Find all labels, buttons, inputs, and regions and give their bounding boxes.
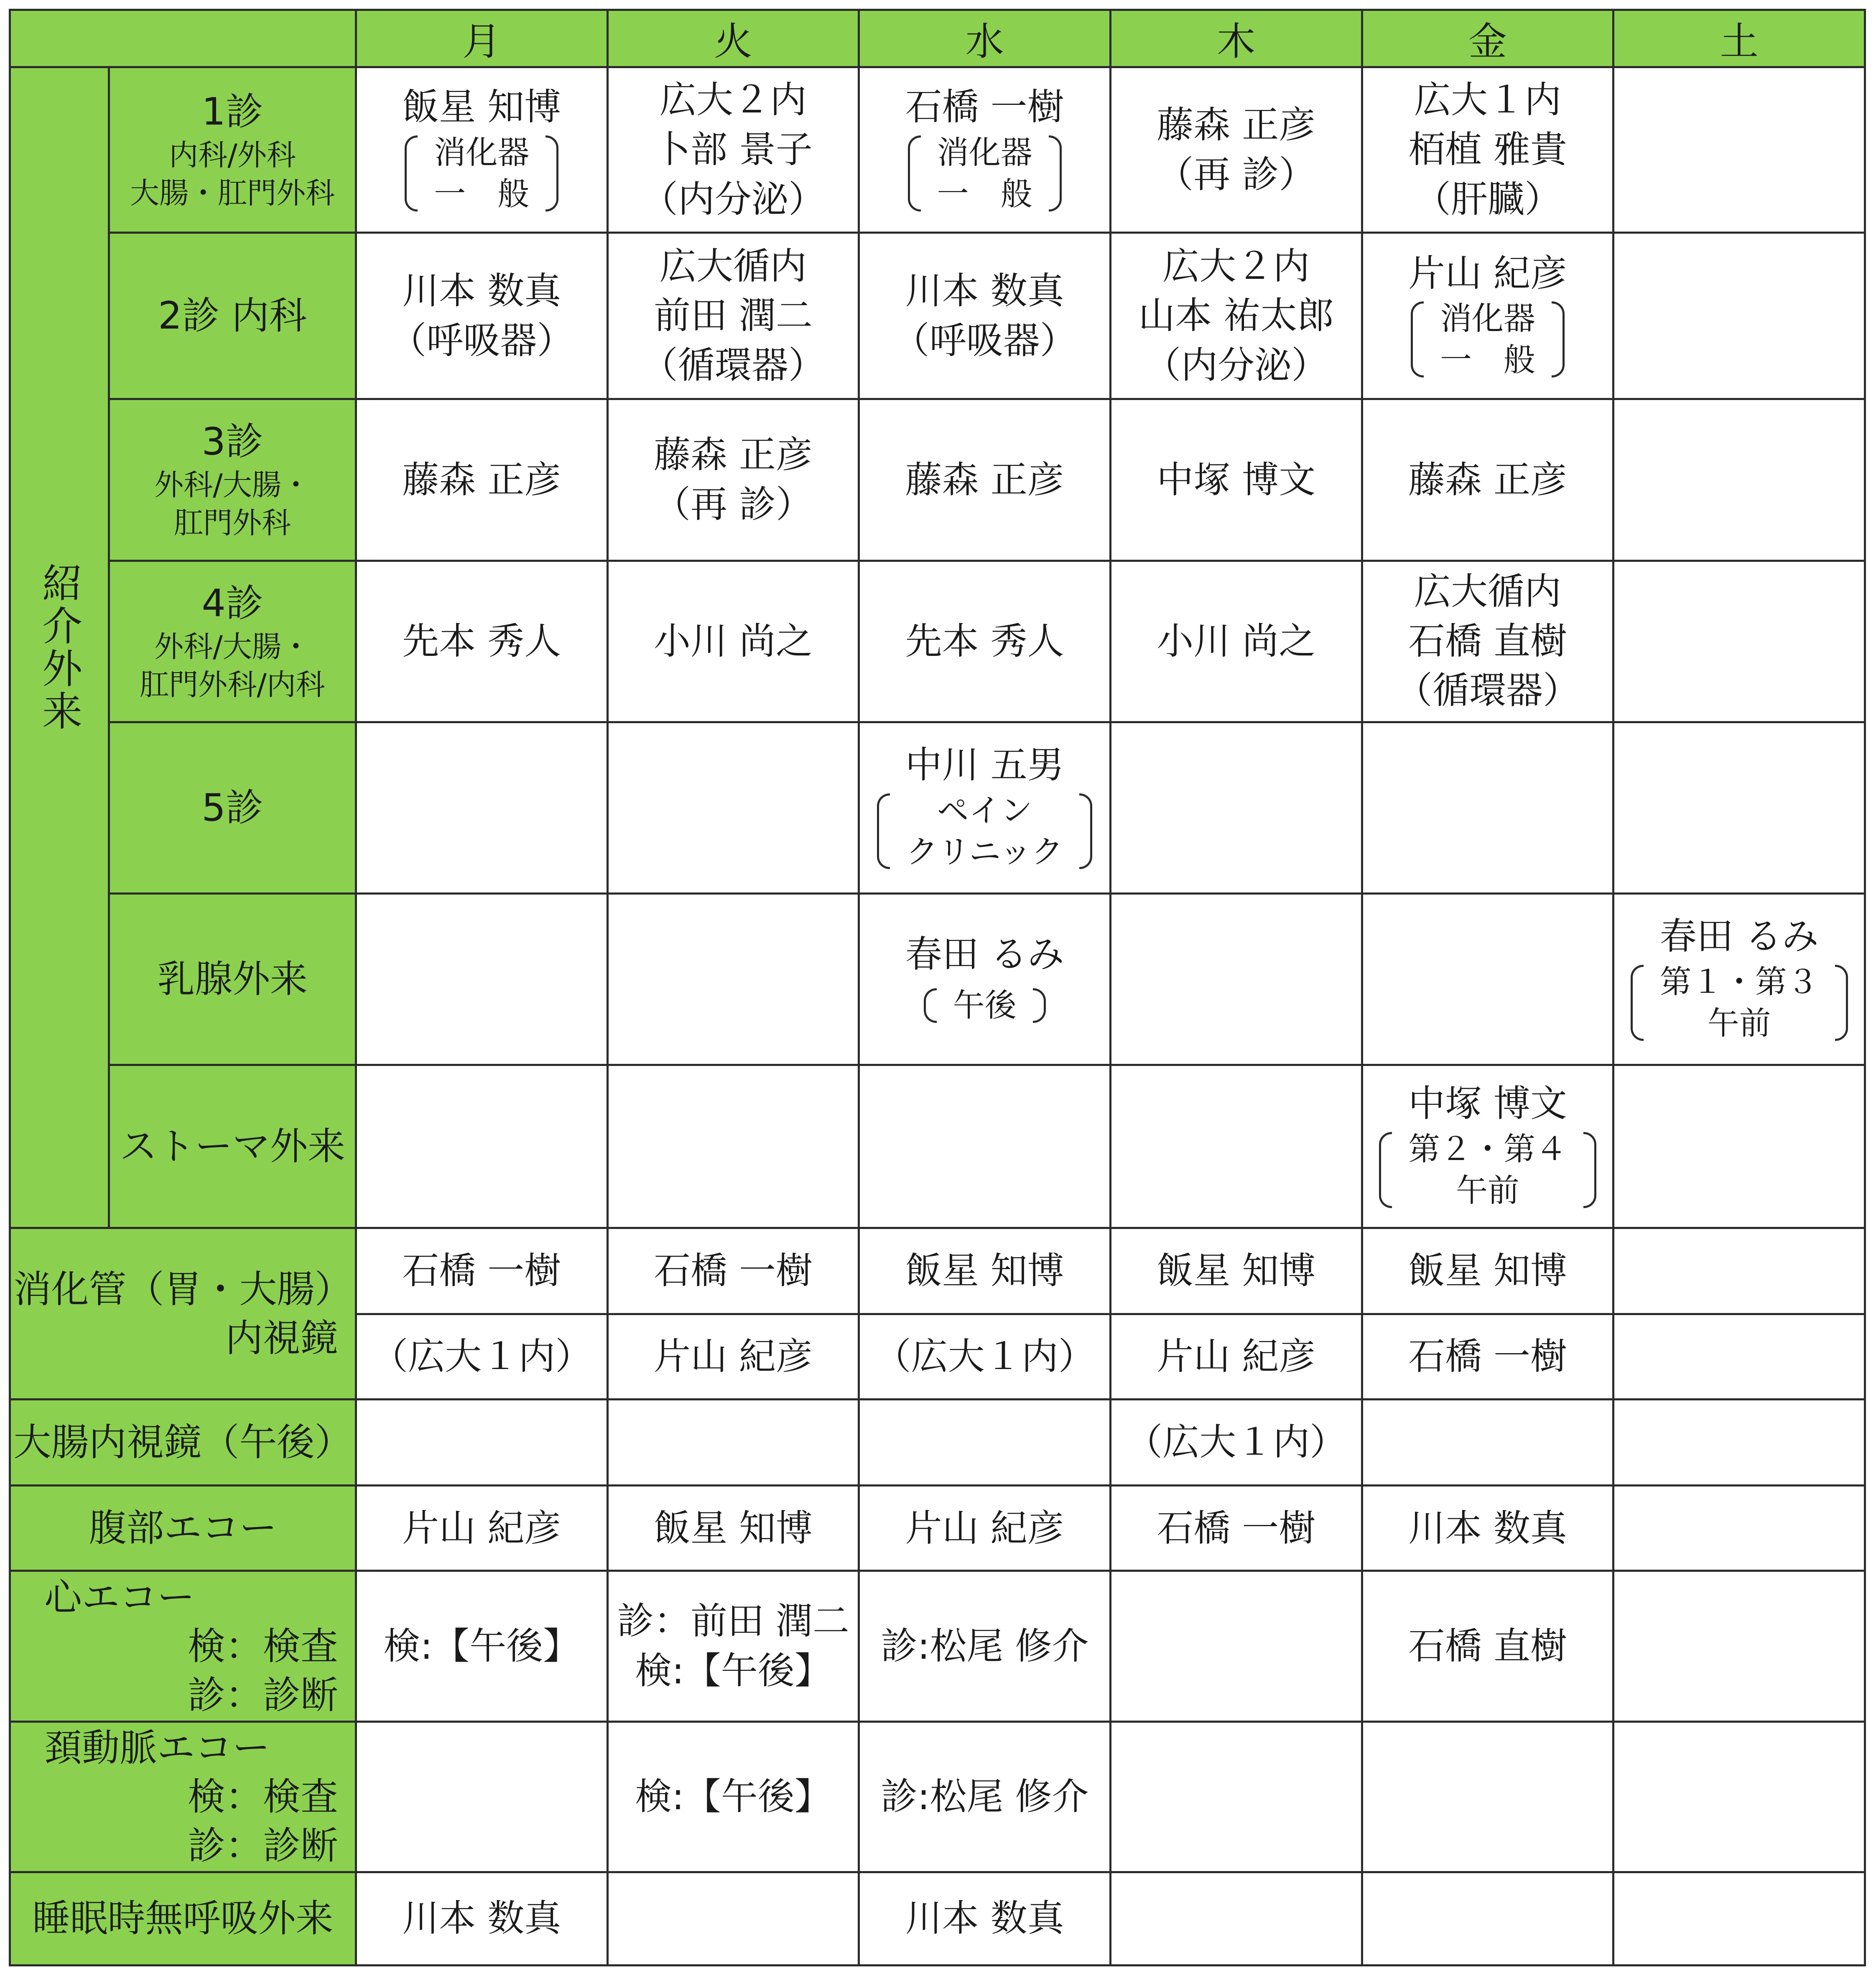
schedule-cell-breast-thu [1110, 893, 1362, 1065]
cell-stoma-fri-bracket-note [1379, 1129, 1596, 1211]
row-label-heart-echo [10, 1571, 356, 1721]
schedule-cell-r3-mon [356, 399, 607, 561]
colon-endoscopy-pm-row [10, 1400, 1865, 1486]
row-label-r1-line-2: 内科/外科 [169, 138, 296, 173]
schedule-cell-r5-mon [356, 722, 607, 893]
schedule-cell-r1-tue [607, 67, 859, 233]
schedule-cell-r4-thu [1110, 561, 1362, 722]
heart-echo-wed-line-1: 診:松尾 修介 [880, 1624, 1089, 1667]
cell-r4-fri-line-2: 石橋 直樹 [1408, 619, 1567, 663]
schedule-cell-r3-thu [1110, 399, 1362, 561]
schedule-cell-stoma-mon [356, 1065, 607, 1228]
schedule-cell-r2-wed [859, 233, 1111, 399]
schedule-cell-stoma-wed [859, 1065, 1111, 1228]
clinic-row-2 [10, 233, 1865, 399]
heart-echo-mon [356, 1571, 607, 1721]
cell-r4-tue-line-1: 小川 尚之 [653, 619, 813, 663]
cell-breast-sat-bracket-note [1631, 961, 1848, 1044]
row-label-r3-line-3: 肛門外科 [174, 506, 291, 541]
cell-r1-wed-bracket-note [908, 132, 1062, 215]
cell-r1-fri-line-1: 広大１内 [1414, 78, 1561, 122]
schedule-cell-r3-sat [1613, 399, 1865, 561]
schedule-cell-r5-wed [859, 722, 1111, 893]
sleep-apnea-tue [607, 1872, 859, 1965]
endoscopy-b-sat [1613, 1314, 1865, 1400]
carotid-echo-label-legend-exam: 検：検査 [187, 1775, 338, 1819]
cell-r1-tue-line-2: 卜部 景子 [653, 128, 813, 171]
referral-outpatient-label [10, 67, 109, 1228]
cell-r2-mon-line-2: （呼吸器） [390, 319, 574, 362]
colon-pm-mon [356, 1400, 607, 1486]
schedule-cell-stoma-sat [1613, 1065, 1865, 1228]
cell-stoma-fri-bracket-line-2: 午前 [1455, 1171, 1519, 1209]
cell-r1-thu-line-1: 藤森 正彦 [1157, 103, 1316, 146]
row-label-r1-line-3: 大腸・肛門外科 [130, 176, 335, 211]
cell-breast-sat-bracket-line-2: 午前 [1707, 1004, 1771, 1042]
cell-stoma-fri-line-1: 中塚 博文 [1408, 1082, 1567, 1125]
cell-breast-sat-bracket-line-1: 第１・第３ [1659, 963, 1819, 1001]
row-label-r4-line-2: 外科/大腸・ [154, 629, 311, 664]
cell-r1-thu-line-2: （再 診） [1157, 153, 1316, 196]
endoscopy-a-sat [1613, 1228, 1865, 1314]
cell-r1-tue-line-1: 広大２内 [659, 78, 807, 122]
cell-stoma-fri-bracket-line-1: 第２・第４ [1408, 1130, 1567, 1168]
heart-echo-fri-line-1: 石橋 直樹 [1408, 1624, 1567, 1667]
endoscopy-b-tue: 片山 紀彦 [607, 1314, 859, 1400]
endoscopy-a-wed: 飯星 知博 [859, 1228, 1111, 1314]
carotid-echo-label-legend-diagnosis: 診：診断 [187, 1823, 338, 1868]
cell-r2-fri-bracket-line-2: 一 般 [1440, 341, 1535, 379]
heart-echo-label-title: 心エコー [44, 1575, 195, 1619]
day-header-mon: 月 [356, 10, 607, 67]
cell-breast-wed-bracket-line-1: 午後 [953, 987, 1017, 1024]
cell-r3-tue-line-2: （再 診） [653, 482, 813, 526]
row-label-r1-line-1: 1診 [201, 90, 263, 134]
schedule-cell-r1-wed [859, 67, 1111, 233]
schedule-cell-r2-mon [356, 233, 607, 399]
clinic-row-1 [10, 67, 1865, 233]
cell-r1-wed-bracket-line-2: 一 般 [937, 175, 1032, 213]
row-label-stoma-line-1: ストーマ外来 [120, 1124, 346, 1169]
schedule-cell-r1-fri [1362, 67, 1613, 233]
cell-r2-mon-line-1: 川本 数真 [402, 269, 561, 312]
clinic-row-4 [10, 561, 1865, 722]
row-label-clinic-5 [109, 722, 356, 893]
sleep-apnea-fri [1362, 1872, 1613, 1965]
sleep-apnea-mon: 川本 数真 [356, 1872, 607, 1965]
row-label-colon-endoscopy-pm: 大腸内視鏡（午後） [10, 1400, 356, 1486]
carotid-echo-label-title: 頚動脈エコー [44, 1726, 270, 1770]
abdominal-echo-mon: 片山 紀彦 [356, 1486, 607, 1571]
cell-r2-tue-line-3: （循環器） [641, 344, 825, 387]
schedule-cell-r4-tue [607, 561, 859, 722]
day-header-tue: 火 [607, 10, 859, 67]
cell-r5-wed-bracket-note [877, 790, 1092, 873]
clinic-row-3 [10, 399, 1865, 561]
schedule-cell-r5-thu [1110, 722, 1362, 893]
sleep-apnea-sat [1613, 1872, 1865, 1965]
heart-echo-row [10, 1571, 1865, 1721]
cell-r1-fri-line-3: （肝臓） [1414, 178, 1561, 221]
cell-r1-mon-line-1: 飯星 知博 [402, 85, 561, 129]
cell-r1-wed-line-1: 石橋 一樹 [905, 85, 1064, 129]
cell-r3-wed-line-1: 藤森 正彦 [905, 458, 1064, 501]
cell-r4-mon-line-1: 先本 秀人 [402, 619, 561, 663]
abdominal-echo-tue: 飯星 知博 [607, 1486, 859, 1571]
row-label-clinic-4 [109, 561, 356, 722]
abdominal-echo-wed: 片山 紀彦 [859, 1486, 1111, 1571]
row-label-breast-line-1: 乳腺外来 [157, 957, 308, 1001]
row-label-r4-line-1: 4診 [201, 581, 263, 625]
endoscopy-label-line-2: 内視鏡 [225, 1316, 338, 1360]
schedule-cell-r3-fri [1362, 399, 1613, 561]
row-label-stoma-clinic [109, 1065, 356, 1228]
row-label-r4-line-3: 肛門外科/内科 [140, 667, 325, 702]
cell-r5-wed-bracket-line-1: ペイン [937, 791, 1032, 829]
schedule-cell-r1-mon [356, 67, 607, 233]
row-label-r2-line-1: 2診 内科 [158, 294, 307, 338]
sleep-apnea-wed: 川本 数真 [859, 1872, 1111, 1965]
carotid-echo-tue-line-1: 検:【午後】 [635, 1775, 831, 1818]
schedule-cell-r2-tue [607, 233, 859, 399]
schedule-cell-r2-fri [1362, 233, 1613, 399]
cell-r2-fri-line-1: 片山 紀彦 [1408, 251, 1567, 295]
cell-r2-wed-line-1: 川本 数真 [905, 269, 1064, 312]
colon-pm-wed [859, 1400, 1111, 1486]
row-label-carotid-echo [10, 1721, 356, 1872]
cell-r2-thu-line-2: 山本 祐太郎 [1138, 294, 1334, 337]
heart-echo-tue-line-2: 検:【午後】 [635, 1649, 831, 1693]
endoscopy-a-fri: 飯星 知博 [1362, 1228, 1613, 1314]
cell-r2-fri-bracket-note [1411, 298, 1565, 381]
colon-pm-fri [1362, 1400, 1613, 1486]
schedule-cell-r3-wed [859, 399, 1111, 561]
heart-echo-wed [859, 1571, 1111, 1721]
schedule-cell-r4-wed [859, 561, 1111, 722]
carotid-echo-wed-line-1: 診:松尾 修介 [880, 1775, 1089, 1818]
heart-echo-label-legend-exam: 検：検査 [187, 1624, 338, 1668]
endoscopy-b-wed: （広大１内） [859, 1314, 1111, 1400]
schedule-cell-r1-thu [1110, 67, 1362, 233]
referral-outpatient-text: 紹介外来 [36, 562, 83, 733]
schedule-cell-breast-sat [1613, 893, 1865, 1065]
row-label-r5-line-1: 5診 [201, 785, 263, 830]
heart-echo-label-legend-diagnosis: 診：診断 [187, 1673, 338, 1717]
cell-r5-wed-bracket-line-2: クリニック [906, 833, 1063, 870]
cell-r1-fri-line-2: 栢植 雅貴 [1408, 128, 1567, 171]
row-label-endoscopy [10, 1228, 356, 1400]
row-label-breast-clinic [109, 893, 356, 1065]
cell-r5-wed-line-1: 中川 五男 [905, 743, 1064, 787]
cell-r2-thu-line-1: 広大２内 [1162, 244, 1310, 288]
row-label-sleep-apnea: 睡眠時無呼吸外来 [10, 1872, 356, 1965]
endoscopy-a-tue: 石橋 一樹 [607, 1228, 859, 1314]
schedule-cell-r4-sat [1613, 561, 1865, 722]
carotid-echo-mon [356, 1721, 607, 1872]
endoscopy-a-thu: 飯星 知博 [1110, 1228, 1362, 1314]
cell-r3-tue-line-1: 藤森 正彦 [653, 433, 813, 477]
outpatient-schedule-table [9, 9, 1866, 1966]
cell-r3-fri-line-1: 藤森 正彦 [1408, 458, 1567, 501]
cell-r4-thu-line-1: 小川 尚之 [1157, 619, 1316, 663]
cell-r1-mon-bracket-note [405, 132, 558, 215]
cell-r3-thu-line-1: 中塚 博文 [1157, 458, 1316, 501]
schedule-cell-r4-mon [356, 561, 607, 722]
heart-echo-sat [1613, 1571, 1865, 1721]
row-label-r3-line-1: 3診 [201, 420, 263, 464]
day-header-sat: 土 [1613, 10, 1865, 67]
cell-r1-wed-bracket-line-1: 消化器 [937, 134, 1032, 171]
abdominal-echo-sat [1613, 1486, 1865, 1571]
schedule-cell-stoma-fri [1362, 1065, 1613, 1228]
day-header-fri: 金 [1362, 10, 1613, 67]
endoscopy-b-fri: 石橋 一樹 [1362, 1314, 1613, 1400]
abdominal-echo-row [10, 1486, 1865, 1571]
carotid-echo-sat [1613, 1721, 1865, 1872]
day-header-row [10, 10, 1865, 67]
endoscopy-b-mon: （広大１内） [356, 1314, 607, 1400]
heart-echo-fri [1362, 1571, 1613, 1721]
colon-pm-tue [607, 1400, 859, 1486]
abdominal-echo-fri: 川本 数真 [1362, 1486, 1613, 1571]
row-label-clinic-2 [109, 233, 356, 399]
sleep-apnea-row [10, 1872, 1865, 1965]
schedule-cell-breast-mon [356, 893, 607, 1065]
cell-r2-tue-line-2: 前田 潤二 [653, 294, 813, 337]
endoscopy-row-a [10, 1228, 1865, 1314]
cell-r2-tue-line-1: 広大循内 [659, 244, 807, 288]
endoscopy-a-mon: 石橋 一樹 [356, 1228, 607, 1314]
cell-r1-mon-bracket-line-2: 一 般 [434, 175, 530, 213]
schedule-cell-r1-sat [1613, 67, 1865, 233]
carotid-echo-wed [859, 1721, 1111, 1872]
row-label-r3-line-2: 外科/大腸・ [154, 468, 311, 502]
schedule-cell-breast-wed [859, 893, 1111, 1065]
endoscopy-label-line-1: 消化管（胃・大腸） [13, 1267, 352, 1311]
breast-clinic-row [10, 893, 1865, 1065]
cell-r2-fri-bracket-line-1: 消化器 [1440, 300, 1535, 337]
colon-pm-sat [1613, 1400, 1865, 1486]
sleep-apnea-thu [1110, 1872, 1362, 1965]
heart-echo-mon-line-1: 検:【午後】 [383, 1624, 580, 1667]
cell-r1-mon-bracket-line-1: 消化器 [434, 134, 530, 171]
carotid-echo-tue [607, 1721, 859, 1872]
cell-r1-tue-line-3: （内分泌） [641, 178, 825, 221]
schedule-cell-r3-tue [607, 399, 859, 561]
abdominal-echo-thu: 石橋 一樹 [1110, 1486, 1362, 1571]
schedule-cell-breast-tue [607, 893, 859, 1065]
schedule-cell-breast-fri [1362, 893, 1613, 1065]
cell-r4-wed-line-1: 先本 秀人 [905, 619, 1064, 663]
day-header-thu: 木 [1110, 10, 1362, 67]
schedule-cell-r5-tue [607, 722, 859, 893]
schedule-cell-r2-thu [1110, 233, 1362, 399]
cell-r4-fri-line-1: 広大循内 [1414, 569, 1561, 613]
schedule-cell-r5-sat [1613, 722, 1865, 893]
schedule-cell-r4-fri [1362, 561, 1613, 722]
cell-breast-wed-bracket-note [924, 985, 1046, 1026]
cell-r4-fri-line-3: （循環器） [1395, 669, 1580, 712]
heart-echo-thu [1110, 1571, 1362, 1721]
schedule-cell-r5-fri [1362, 722, 1613, 893]
colon-pm-thu: （広大１内） [1110, 1400, 1362, 1486]
cell-breast-sat-line-1: 春田 るみ [1659, 915, 1819, 958]
day-header-wed: 水 [859, 10, 1111, 67]
carotid-echo-fri [1362, 1721, 1613, 1872]
schedule-cell-stoma-tue [607, 1065, 859, 1228]
cell-r2-wed-line-2: （呼吸器） [892, 319, 1077, 362]
carotid-echo-row [10, 1721, 1865, 1872]
schedule-cell-stoma-thu [1110, 1065, 1362, 1228]
carotid-echo-thu [1110, 1721, 1362, 1872]
row-label-clinic-1 [109, 67, 356, 233]
row-label-clinic-3 [109, 399, 356, 561]
corner-cell [10, 10, 356, 67]
schedule-cell-r2-sat [1613, 233, 1865, 399]
cell-r2-thu-line-3: （内分泌） [1144, 344, 1328, 387]
cell-breast-wed-line-1: 春田 るみ [905, 932, 1064, 976]
cell-r3-mon-line-1: 藤森 正彦 [402, 458, 561, 501]
endoscopy-b-thu: 片山 紀彦 [1110, 1314, 1362, 1400]
heart-echo-tue-line-1: 診：前田 潤二 [617, 1599, 849, 1643]
heart-echo-tue [607, 1571, 859, 1721]
row-label-abdominal-echo: 腹部エコー [10, 1486, 356, 1571]
clinic-row-5 [10, 722, 1865, 893]
stoma-clinic-row [10, 1065, 1865, 1228]
